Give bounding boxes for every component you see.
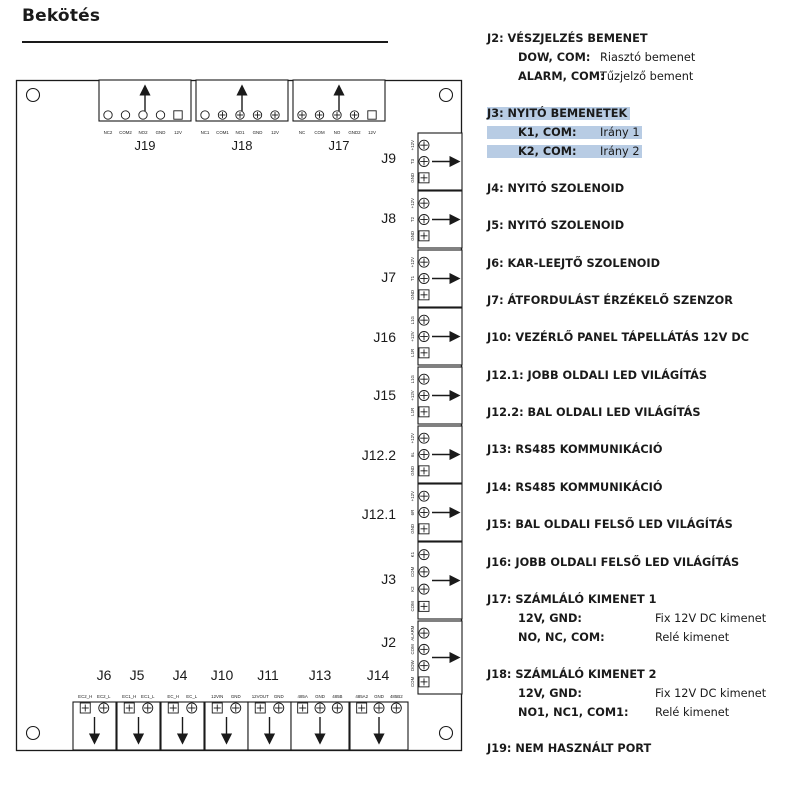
mounting-hole-icon [27, 727, 40, 740]
pin-label: NC [298, 130, 306, 135]
connector-label: J14 [366, 667, 390, 683]
pin-label: 6R [410, 509, 415, 516]
legend-section-title: J3: NYITÓ BEMENETEK [487, 107, 630, 120]
legend-section-title: J10: VEZÉRLŐ PANEL TÁPELLÁTÁS 12V DC [487, 331, 750, 344]
pin-label: +12V [410, 139, 415, 151]
legend-key: 12V, GND: [518, 612, 582, 625]
legend-value: Fix 12V DC kimenet [655, 687, 767, 700]
pin-label: 12V [174, 130, 182, 135]
legend-section-title: J16: JOBB OLDALI FELSŐ LED VILÁGÍTÁS [487, 556, 740, 569]
pin-label: COM [410, 601, 415, 612]
pin-label: EC_H [167, 694, 180, 699]
legend-section-title: J18: SZÁMLÁLÓ KIMENET 2 [487, 668, 657, 681]
pin-label: GND [410, 289, 415, 300]
pin-label: +12V [410, 432, 415, 444]
legend-value: Relé kimenet [655, 706, 730, 719]
pin-label: NC2 [103, 130, 113, 135]
pin-label: GND [410, 523, 415, 534]
legend-key: 12V, GND: [518, 687, 582, 700]
legend-section-title: J15: BAL OLDALI FELSŐ LED VILÁGÍTÁS [487, 518, 733, 531]
pin-label: 485B [332, 694, 343, 699]
legend-section-title: J17: SZÁMLÁLÓ KIMENET 1 [487, 593, 657, 606]
legend-value: Tűzjelző bement [600, 70, 694, 83]
pin-label: GND [315, 694, 325, 699]
legend-value: Fix 12V DC kimenet [655, 612, 767, 625]
legend-section-title: J4: NYITÓ SZOLENOID [487, 182, 625, 195]
pin-label: L1G [410, 316, 415, 325]
pin-label: COM2 [119, 130, 132, 135]
connector-label: J15 [373, 387, 396, 403]
connector-label: J13 [308, 667, 332, 683]
pin-label: ALARM [410, 625, 415, 641]
pin-label: 485A [297, 694, 308, 699]
pin-label: T3 [410, 158, 415, 165]
legend-key: ALARM, COM: [518, 70, 605, 83]
pin-label: 12V [271, 130, 279, 135]
pin-label: GND [410, 172, 415, 183]
mounting-hole-icon [27, 89, 40, 102]
mounting-hole-icon [440, 89, 453, 102]
pin-label: +12V [410, 197, 415, 209]
page-title: Bekötés [22, 6, 101, 26]
legend-key: K2, COM: [487, 145, 600, 158]
pin-label: GND [410, 465, 415, 476]
mounting-hole-icon [440, 727, 453, 740]
open-pin-icon [156, 111, 164, 119]
legend-key: NO1, NC1, COM1: [518, 706, 629, 719]
pin-label: K2 [410, 586, 415, 592]
pin-label: L1R [410, 348, 415, 357]
pin-label: DOW [410, 660, 415, 671]
square-pin-icon [368, 111, 376, 119]
legend-section-title: J7: ÁTFORDULÁST ÉRZÉKELŐ SZENZOR [487, 294, 733, 307]
pin-label: COM [410, 676, 415, 687]
legend-section-title: J12.2: BAL OLDALI LED VILÁGÍTÁS [487, 406, 701, 419]
legend-section-title: J6: KAR-LEEJTŐ SZOLENOID [487, 257, 660, 270]
connector-label: J12.2 [361, 447, 396, 463]
open-pin-icon [139, 111, 147, 119]
pin-label: T2 [410, 216, 415, 223]
legend-section-title: J19: NEM HASZNÁLT PORT [487, 742, 652, 755]
connector-label: J3 [381, 571, 396, 587]
legend-section-title: J2: VÉSZJELZÉS BEMENET [487, 32, 648, 45]
pin-label: +12V [410, 390, 415, 401]
pin-label: +12V [410, 331, 415, 342]
legend-value: Riasztó bemenet [600, 51, 696, 64]
open-pin-icon [121, 111, 129, 119]
legend-key: DOW, COM: [518, 51, 591, 64]
connector-label: J12.1 [361, 506, 396, 522]
pin-label: NO2 [138, 130, 148, 135]
pin-label: NO1 [235, 130, 245, 135]
pin-label: EC_L [186, 694, 198, 699]
connector-label: J4 [172, 667, 188, 683]
pin-label: GND2 [348, 130, 361, 135]
pin-label: 485B2 [389, 694, 403, 699]
pin-label: +12V [410, 256, 415, 268]
pin-label: COM1 [216, 130, 229, 135]
legend-key: NO, NC, COM: [518, 631, 605, 644]
open-pin-icon [104, 111, 112, 119]
connector-label: J2 [381, 634, 396, 650]
legend-section-title: J5: NYITÓ SZOLENOID [487, 219, 625, 232]
connector-label: J10 [210, 667, 234, 683]
connector-label: J9 [381, 150, 396, 166]
pin-label: NC1 [200, 130, 210, 135]
pin-label: K1 [410, 551, 415, 558]
pin-label: GND [374, 694, 384, 699]
square-pin-icon [174, 111, 182, 119]
open-pin-icon [201, 111, 209, 119]
pin-label: EC2_L [97, 694, 111, 699]
connector-label: J19 [134, 138, 156, 153]
pin-label: EC1_H [122, 694, 137, 699]
pin-label: GND [273, 694, 284, 699]
pin-label: COM [410, 566, 415, 577]
pin-label: GND [410, 230, 415, 241]
connector-label: J8 [381, 210, 396, 226]
board-outline [17, 81, 462, 751]
pin-label: NO [333, 130, 341, 135]
pin-label: L1R [410, 407, 415, 416]
connector-label: J7 [381, 269, 396, 285]
pin-label: L1G [410, 375, 415, 384]
pin-label: COM [410, 644, 415, 655]
pin-label: 12VIN [211, 694, 224, 699]
connector-label: J6 [96, 667, 112, 683]
connector-label: J16 [373, 329, 396, 345]
pin-label: GND [155, 130, 166, 135]
pin-label: +12V [410, 490, 415, 502]
legend-value: Relé kimenet [655, 631, 730, 644]
connector-label: J18 [231, 138, 253, 153]
legend-value: Irány 2 [600, 145, 640, 158]
pin-label: 6L [410, 452, 415, 457]
pin-label: EC1_L [141, 694, 155, 699]
connector-label: J11 [257, 667, 279, 683]
pin-label: GND [230, 694, 241, 699]
legend-value: Irány 1 [600, 126, 640, 139]
connector-label: J17 [328, 138, 350, 153]
pin-label: 12VOUT [251, 694, 269, 699]
pin-label: EC2_H [78, 694, 93, 699]
legend-section-title: J13: RS485 KOMMUNIKÁCIÓ [487, 443, 663, 456]
pin-label: 485A2 [355, 694, 369, 699]
pin-label: 12V [368, 130, 376, 135]
pin-label: GND [252, 130, 263, 135]
pin-label: COM [314, 130, 325, 135]
legend-key: K1, COM: [487, 126, 600, 139]
legend-section-title: J14: RS485 KOMMUNIKÁCIÓ [487, 481, 663, 494]
legend-section-title: J12.1: JOBB OLDALI LED VILÁGÍTÁS [487, 369, 708, 382]
pin-label: T1 [410, 275, 415, 282]
connector-label: J5 [129, 667, 145, 683]
